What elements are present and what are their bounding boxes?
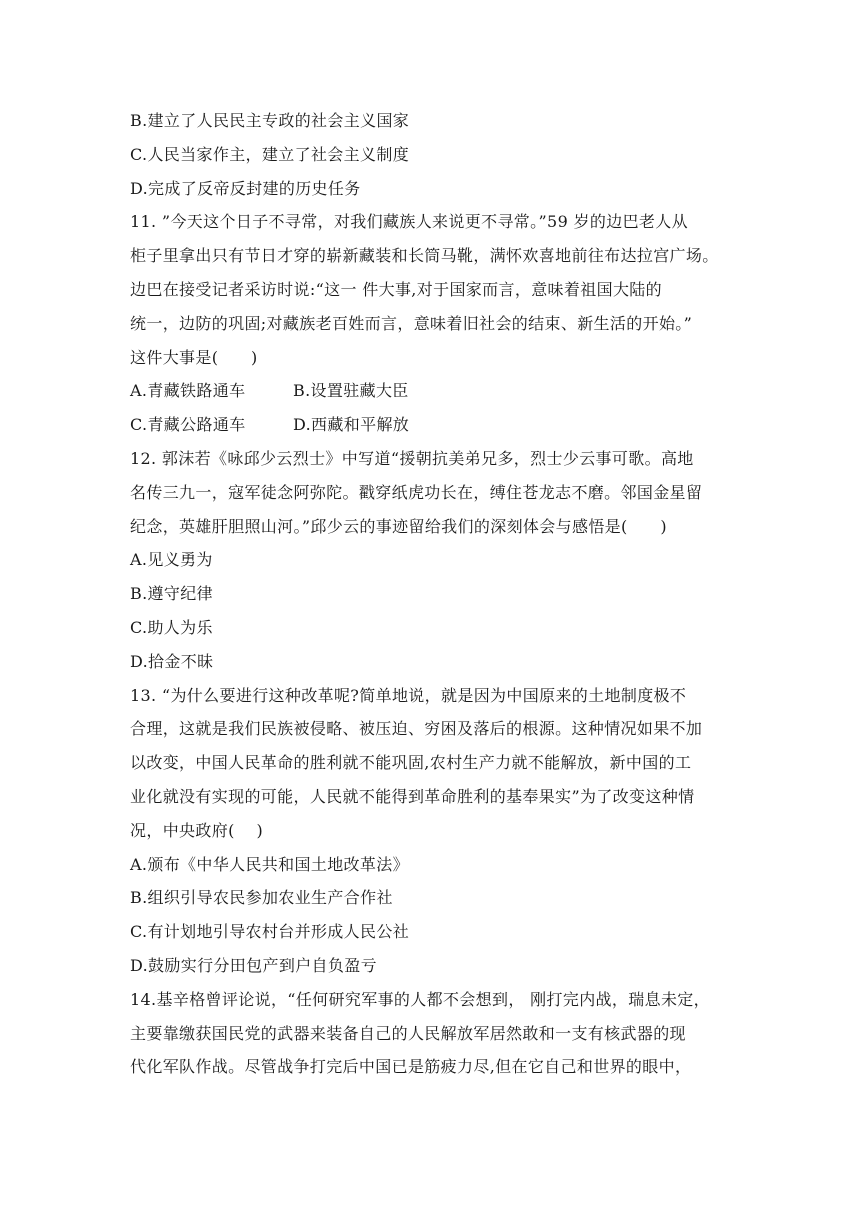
q11-option-b: B.设置驻藏大臣 bbox=[293, 381, 409, 401]
q13-option-a: A.颁布《中华人民共和国土地改革法》 bbox=[130, 854, 409, 874]
q13-stem-line: 合理，这就是我们民族被侵略、被压迫、穷困及落后的根源。这种情况如果不加 bbox=[130, 719, 703, 739]
q14-stem-line: 主要靠缴获国民党的武器来装备自己的人民解放军居然敢和一支有核武器的现 bbox=[130, 1023, 686, 1043]
q12-option-d: D.拾金不昧 bbox=[130, 651, 214, 671]
q13-option-b: B.组织引导农民参加农业生产合作社 bbox=[130, 888, 393, 908]
q12-option-a: A.见义勇为 bbox=[130, 550, 213, 570]
q11-stem-line: 统一，边防的巩固;对藏族老百姓而言，意味着旧社会的结束、新生活的开始。” bbox=[130, 313, 693, 333]
q13-option-c: C.有计划地引导农村台并形成人民公社 bbox=[130, 922, 410, 942]
q14-stem-line: 14.基辛格曾评论说，“任何研究军事的人都不会想到， 刚打完内战，瑞息未定， bbox=[130, 989, 711, 1009]
q10-option-b: B.建立了人民民主专政的社会主义国家 bbox=[130, 111, 410, 130]
q13-stem-line: 以改变，中国人民革命的胜利就不能巩固,农村生产力就不能解放，新中国的工 bbox=[130, 753, 692, 773]
q13-option-d: D.鼓励实行分田包产到户自负盈亏 bbox=[130, 955, 377, 975]
q11-stem-line: 这件大事是( ) bbox=[130, 347, 258, 367]
q12-stem-line: 纪念，英雄肝胆照山河。”邱少云的事迹留给我们的深刻体会与感悟是( ) bbox=[130, 516, 667, 536]
q11-option-a: A.青藏铁路通车 bbox=[130, 381, 246, 401]
q11-stem-line: 11. ”今天这个日子不寻常，对我们藏族人来说更不寻常。”59 岁的边巴老人从 bbox=[130, 212, 688, 232]
exam-page bbox=[130, 104, 742, 1084]
q14-stem-line: 代化军队作战。尽管战争打完后中国已是筋疲力尽,但在它自己和世界的眼中， bbox=[130, 1057, 692, 1077]
q12-option-b: B.遵守纪律 bbox=[130, 584, 213, 604]
q10-option-c: C.人民当家作主，建立了社会主义制度 bbox=[130, 144, 410, 164]
q12-option-c: C.助人为乐 bbox=[130, 617, 213, 637]
q11-stem-line: 边巴在接受记者采访时说:“这一 件大事,对于国家而言，意味着祖国大陆的 bbox=[130, 279, 662, 299]
q12-stem-line: 名传三九一，寇军徒念阿弥陀。戳穿纸虎功长在，缚住苍龙志不磨。邻国金星留 bbox=[130, 482, 703, 502]
q12-stem-line: 12. 郭沫若《咏邱少云烈士》中写道“援朝抗美弟兄多，烈士少云事可歌。高地 bbox=[130, 448, 694, 468]
q13-stem-line: 业化就没有实现的可能，人民就不能得到革命胜利的基奉果实”为了改变这种情 bbox=[130, 786, 695, 806]
q11-stem-line: 柜子里拿出只有节日才穿的崭新藏装和长筒马靴，满怀欢喜地前往布达拉宫广场。 bbox=[130, 246, 719, 266]
q13-stem-line: 况，中央政府( ) bbox=[130, 820, 264, 840]
q11-options-row-2 bbox=[130, 408, 742, 442]
q10-option-d: D.完成了反帝反封建的历史任务 bbox=[130, 178, 361, 198]
q13-stem-line: 13. “为什么要进行这种改革呢?简单地说，就是因为中国原来的土地制度极不 bbox=[130, 685, 687, 705]
q11-options-row-1 bbox=[130, 374, 742, 408]
q11-option-d: D.西藏和平解放 bbox=[293, 415, 410, 435]
q11-option-c: C.青藏公路通车 bbox=[130, 415, 246, 435]
